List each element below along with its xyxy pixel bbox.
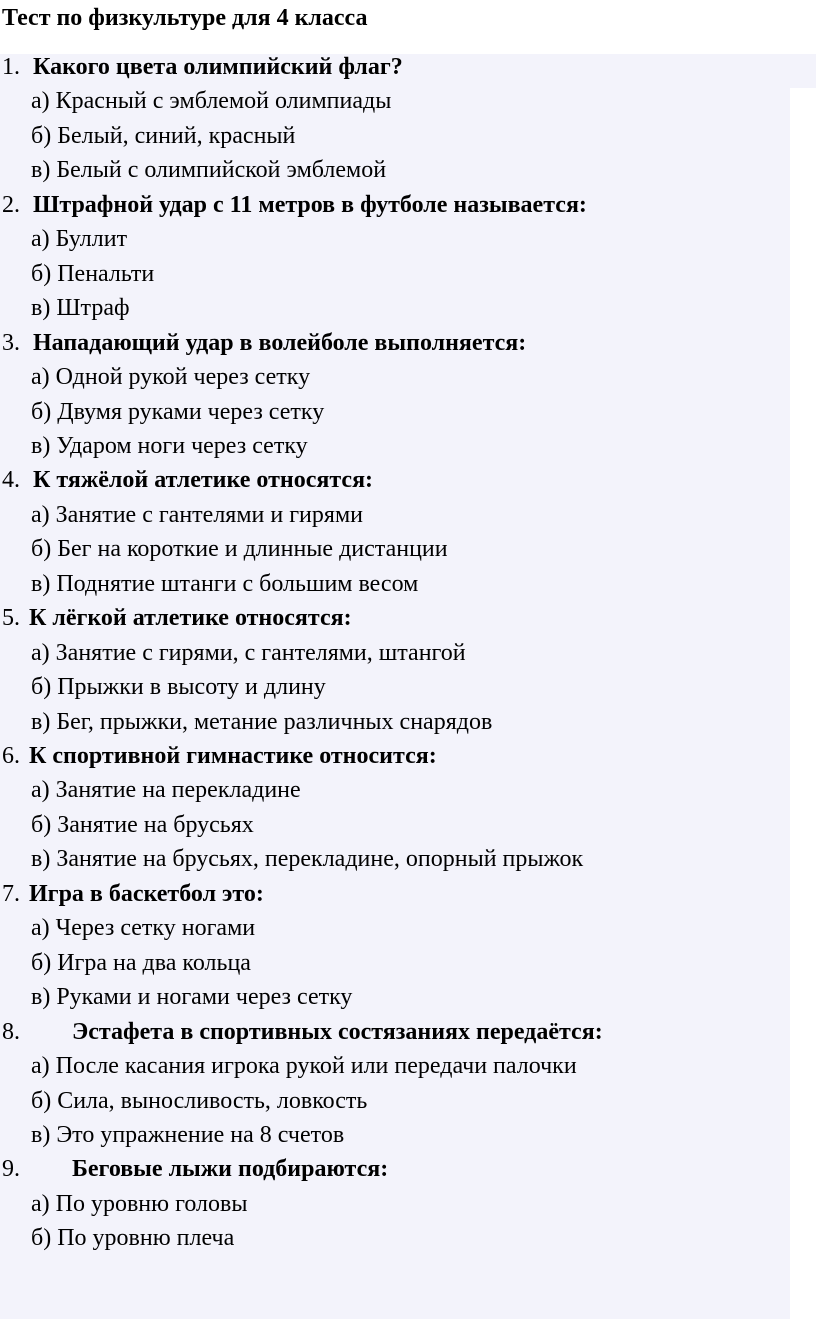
answer-option: б) Занятие на брусьях — [31, 811, 254, 838]
answer-option: а) Буллит — [31, 226, 128, 253]
question-3 — [2, 328, 526, 358]
answer-option: а) Занятие с гирями, с гантелями, штангой — [31, 639, 466, 666]
question-text: К лёгкой атлетике относятся: — [29, 605, 352, 632]
answer-option: а) Через сетку ногами — [31, 915, 256, 942]
question-number: 8. — [2, 1018, 20, 1045]
question-text: Беговые лыжи подбираются: — [72, 1156, 389, 1183]
answer-option: а) Занятие с гантелями и гирями — [31, 501, 363, 528]
question-9 — [2, 1154, 388, 1184]
answer-option: б) Пенальти — [31, 260, 155, 287]
answer-option: а) Занятие на перекладине — [31, 777, 301, 804]
question-number: 4. — [2, 467, 20, 494]
answer-option: а) После касания игрока рукой или передачи палочки — [31, 1053, 577, 1080]
question-number: 2. — [2, 191, 20, 218]
answer-option: в) Это упражнение на 8 счетов — [31, 1121, 345, 1148]
answer-option: в) Руками и ногами через сетку — [31, 984, 353, 1011]
question-text: Эстафета в спортивных состязаниях передаётся: — [72, 1018, 603, 1045]
question-4 — [2, 465, 373, 495]
question-number: 9. — [2, 1156, 20, 1183]
question-text: К тяжёлой атлетике относятся: — [33, 467, 374, 494]
question-number: 3. — [2, 329, 20, 356]
answer-option: а) Красный с эмблемой олимпиады — [31, 88, 392, 115]
answer-option: б) Игра на два кольца — [31, 949, 251, 976]
answer-option: б) Прыжки в высоту и длину — [31, 674, 326, 701]
answer-option: в) Бег, прыжки, метание различных снарядов — [31, 708, 493, 735]
question-number: 5. — [2, 605, 20, 632]
question-number: 1. — [2, 54, 20, 80]
answer-option: в) Занятие на брусьях, перекладине, опорный прыжок — [31, 846, 584, 873]
question-text: К спортивной гимнастике относится: — [29, 743, 437, 769]
answer-option: в) Штраф — [31, 295, 130, 322]
answer-option: а) Одной рукой через сетку — [31, 364, 311, 391]
question-text: Нападающий удар в волейболе выполняется: — [33, 329, 527, 356]
question-2 — [2, 190, 587, 220]
answer-option: в) Белый с олимпийской эмблемой — [31, 157, 387, 184]
question-text: Игра в баскетбол это: — [29, 880, 264, 907]
question-7 — [2, 879, 264, 909]
answer-option: б) Сила, выносливость, ловкость — [31, 1087, 368, 1114]
page-title: Тест по физкультуре для 4 класса — [2, 5, 368, 31]
answer-option: б) По уровню плеча — [31, 1225, 235, 1252]
answer-option: в) Ударом ноги через сетку — [31, 432, 308, 459]
question-8 — [2, 1017, 603, 1047]
question-5 — [2, 603, 352, 633]
question-6 — [2, 741, 437, 771]
answer-option: б) Бег на короткие и длинные дистанции — [31, 536, 448, 563]
question-number: 7. — [2, 880, 20, 907]
question-text: Какого цвета олимпийский флаг? — [33, 54, 403, 80]
answer-option: в) Поднятие штанги с большим весом — [31, 570, 419, 597]
answer-option: б) Белый, синий, красный — [31, 122, 296, 149]
question-text: Штрафной удар с 11 метров в футболе называется: — [33, 191, 587, 218]
question-1 — [2, 52, 403, 82]
answer-option: б) Двумя руками через сетку — [31, 398, 325, 425]
question-number: 6. — [2, 743, 20, 769]
answer-option: а) По уровню головы — [31, 1190, 248, 1217]
